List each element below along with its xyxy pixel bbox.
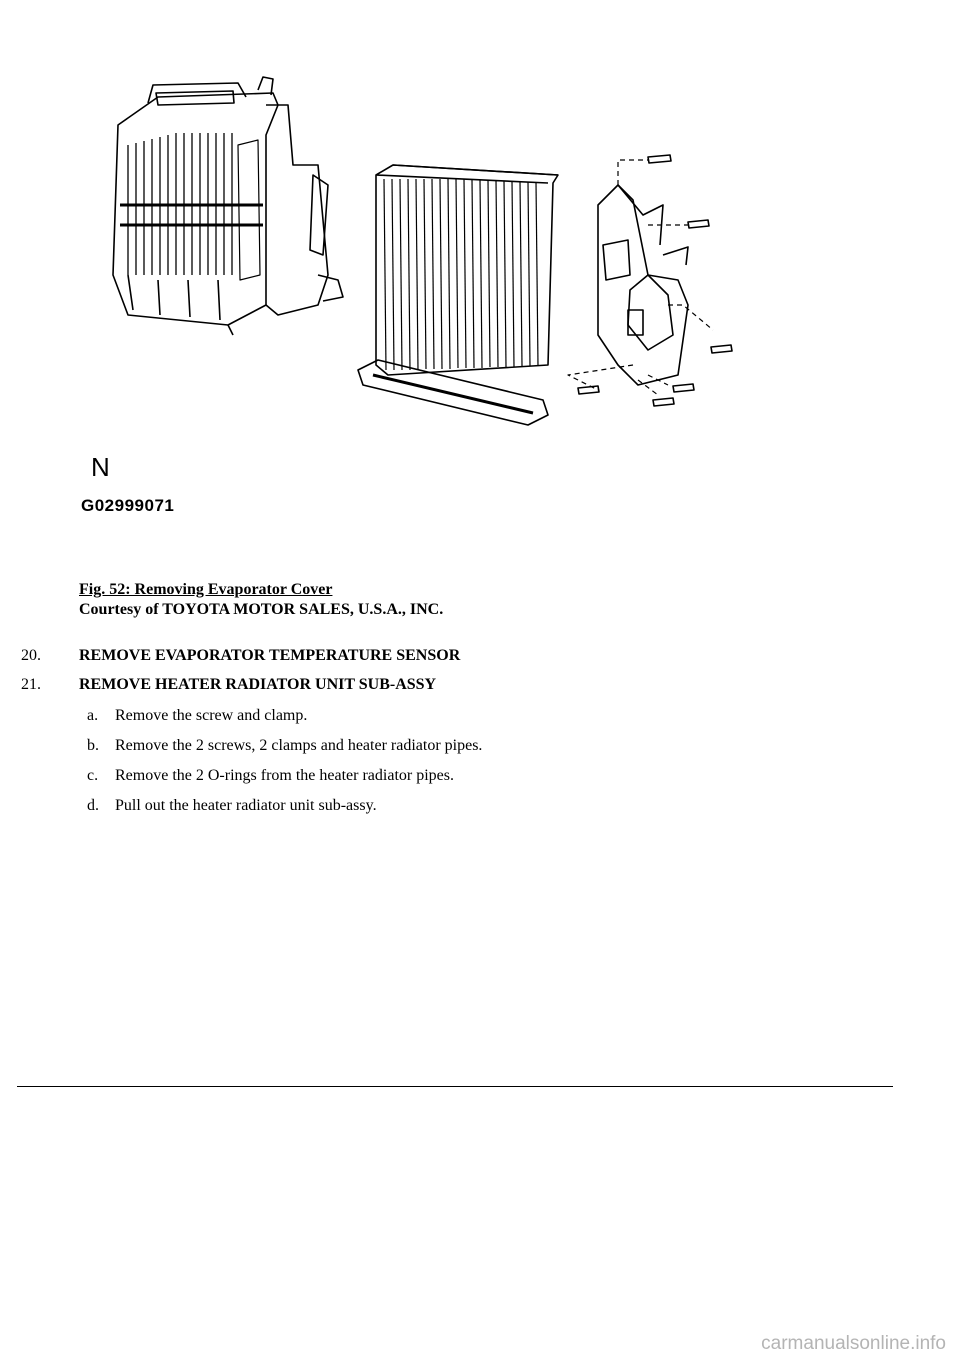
substep-b [87,736,482,756]
substep-letter: c. [87,767,99,784]
substep-text: Remove the screw and clamp. [115,707,308,724]
figure-title-link[interactable]: Fig. 52: Removing Evaporator Cover [79,581,333,598]
substep-text: Remove the 2 O-rings from the heater radiator pipes. [115,767,454,784]
step-number: 21. [21,676,41,693]
figure-view-label: N [91,452,110,482]
substep-a [87,706,307,726]
step-title: REMOVE EVAPORATOR TEMPERATURE SENSOR [79,647,461,664]
evaporator-cover [598,185,688,385]
watermark: carmanualsonline.info [761,1333,946,1354]
substep-text: Remove the 2 screws, 2 clamps and heater radiator pipes. [115,737,483,754]
step-20 [21,646,460,666]
substep-letter: d. [87,797,99,814]
step-title: REMOVE HEATER RADIATOR UNIT SUB-ASSY [79,676,437,693]
ac-unit-housing [113,77,343,335]
evaporator-core [358,165,558,425]
substep-d [87,796,377,816]
figure-credit: Courtesy of TOYOTA MOTOR SALES, U.S.A., INC. [79,601,444,618]
screws [568,160,713,395]
substep-letter: b. [87,737,99,754]
substep-letter: a. [87,707,99,724]
screw-heads [578,155,732,406]
step-21 [21,675,436,695]
figure-caption [79,580,443,620]
footer-divider [17,1086,893,1087]
substep-text: Pull out the heater radiator unit sub-assy. [115,797,377,814]
substep-c [87,766,454,786]
step-number: 20. [21,647,41,664]
evaporator-cover-illustration [88,75,748,535]
figure-code: G02999071 [81,496,175,515]
